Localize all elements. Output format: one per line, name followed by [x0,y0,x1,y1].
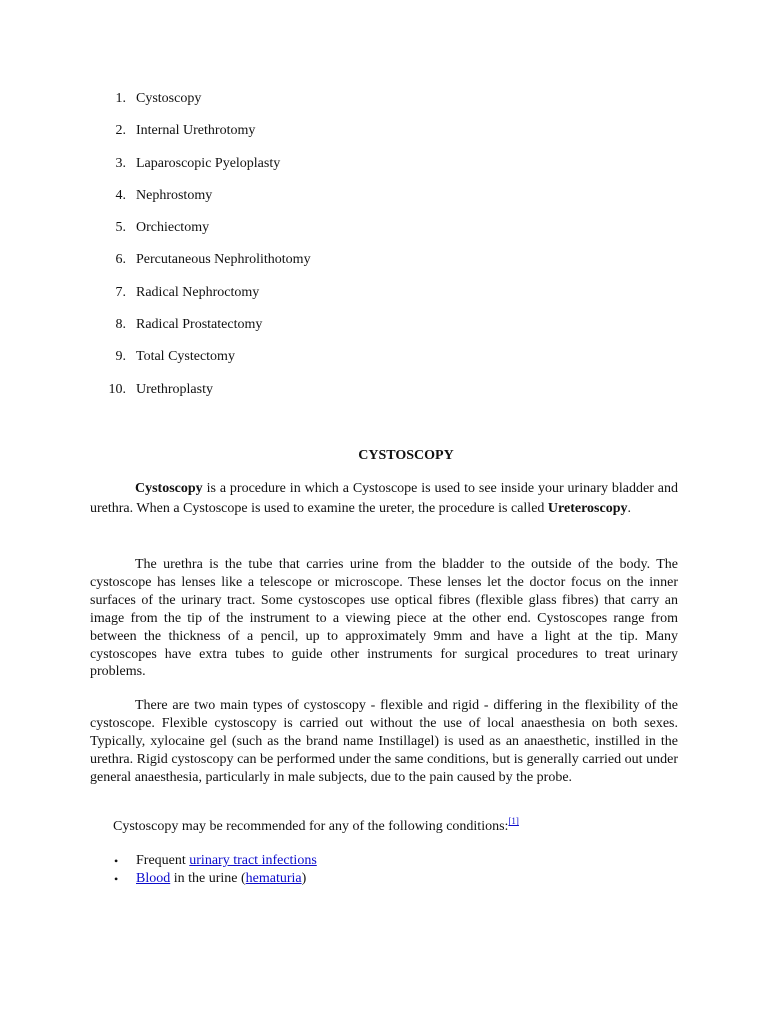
section-heading: CYSTOSCOPY [358,448,454,463]
list-item [0,122,768,154]
conditions-list [0,852,768,888]
urethra-paragraph: The urethra is the tube that carries urine from the bladder to the outside of the body. The cystoscope has lenses like a telescope or microscope. These lenses let the doctor focus on the inner surfaces of the urinary tract. Some cystoscopes use optical fibres (flexible glass fibres) that carry an image from the tip of the instrument to a viewing piece at the other end. Cystoscopes range from between the thickness of a pencil, up to approximately 9mm and have a light at the tip. Many cystoscopes have extra tubes to guide other instruments for surgical procedures to treat urinary problems. [90,557,678,680]
term-ureteroscopy: Ureteroscopy [547,501,628,516]
list-number: 4. [115,187,126,203]
term-cystoscopy: Cystoscopy [135,481,203,496]
conditions-intro-text: Cystoscopy may be recommended for any of the following conditions: [113,819,509,834]
list-label: Cystoscopy [136,91,202,106]
procedure-list [0,90,768,413]
list-label: Orchiectomy [136,220,210,236]
list-number: 6. [115,252,126,268]
list-number: 9. [115,349,126,365]
types-paragraph: There are two main types of cystoscopy - flexible and rigid - differing in the flexibility of the cystoscope. Flexible cystoscopy is carried out without the use of local anaesthesia on both sexes. Typically, xylocaine gel (such as the brand name Instillagel) is used as an anaesthetic, instilled in the urethra. Rigid cystoscopy can be performed under the same conditions, but is generally carried out under general anaesthesia, particularly in male subjects, due to the pain caused by the probe. [90,698,678,785]
intro-text: is a procedure in which a Cystoscope is used to see inside your urinary bladder and urethra. When a Cystoscope is used to examine the ureter, the procedure is called [90,481,678,516]
list-label: Laparoscopic Pyeloplasty [136,155,281,171]
condition-mid: in the urine ( [170,871,246,886]
list-number: 2. [115,123,126,139]
bullet-icon: • [114,854,119,868]
list-label: Percutaneous Nephrolithotomy [136,252,311,268]
list-item [0,348,768,380]
intro-paragraph [90,479,678,519]
list-item [0,284,768,316]
list-label: Radical Prostatectomy [136,317,263,333]
bullet-icon: • [114,872,119,886]
list-label: Total Cystectomy [136,349,235,365]
condition-text [136,870,306,888]
reference-link[interactable]: [1] [508,816,519,826]
hematuria-link[interactable]: hematuria [245,871,302,886]
list-item [0,381,768,413]
list-item [0,187,768,219]
list-number: 8. [115,317,126,333]
list-label: Nephrostomy [136,187,213,203]
list-item [0,852,768,870]
conditions-intro [113,818,519,836]
list-item [0,316,768,348]
list-label: Internal Urethrotomy [136,123,256,139]
intro-end: . [627,501,631,516]
list-number: 5. [115,220,126,236]
list-number: 10. [108,381,126,397]
list-number: 3. [115,155,126,171]
urinary-tract-infections-link[interactable]: urinary tract infections [189,853,317,868]
list-item [0,90,768,122]
condition-post: ) [301,871,307,886]
list-label: Radical Nephroctomy [136,284,260,300]
list-item [0,870,768,888]
list-label: Urethroplasty [136,381,213,397]
list-item [0,219,768,251]
condition-text [136,852,317,870]
list-item [0,251,768,283]
list-number: 1. [115,91,126,106]
list-item [0,155,768,187]
condition-pre: Frequent [136,853,190,868]
blood-link[interactable]: Blood [136,871,171,886]
list-number: 7. [115,284,126,300]
